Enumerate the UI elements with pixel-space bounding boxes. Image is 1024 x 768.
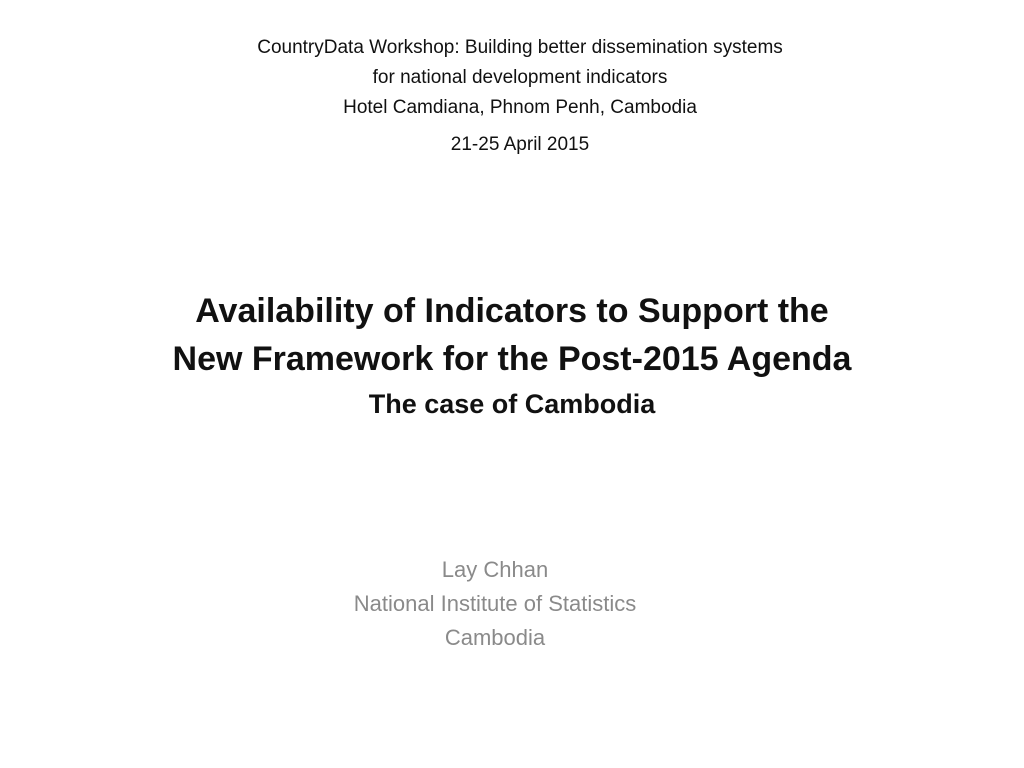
- slide-subtitle: The case of Cambodia: [368, 389, 656, 419]
- workshop-title-line: CountryData Workshop: Building better dissemination systems: [257, 37, 783, 58]
- author-country: Cambodia: [444, 625, 546, 650]
- workshop-header: [120, 33, 920, 160]
- workshop-title-line: for national development indicators: [372, 67, 668, 88]
- author-organization: National Institute of Statistics: [353, 591, 637, 616]
- author-info: [260, 553, 730, 655]
- title-line-1: Availability of Indicators to Support the: [195, 292, 829, 330]
- title-line-2: New Framework for the Post-2015 Agenda: [172, 340, 852, 378]
- author-name: Lay Chhan: [441, 557, 549, 582]
- workshop-date: 21-25 April 2015: [450, 134, 590, 155]
- slide-title: [60, 287, 964, 425]
- workshop-venue: Hotel Camdiana, Phnom Penh, Cambodia: [343, 97, 697, 118]
